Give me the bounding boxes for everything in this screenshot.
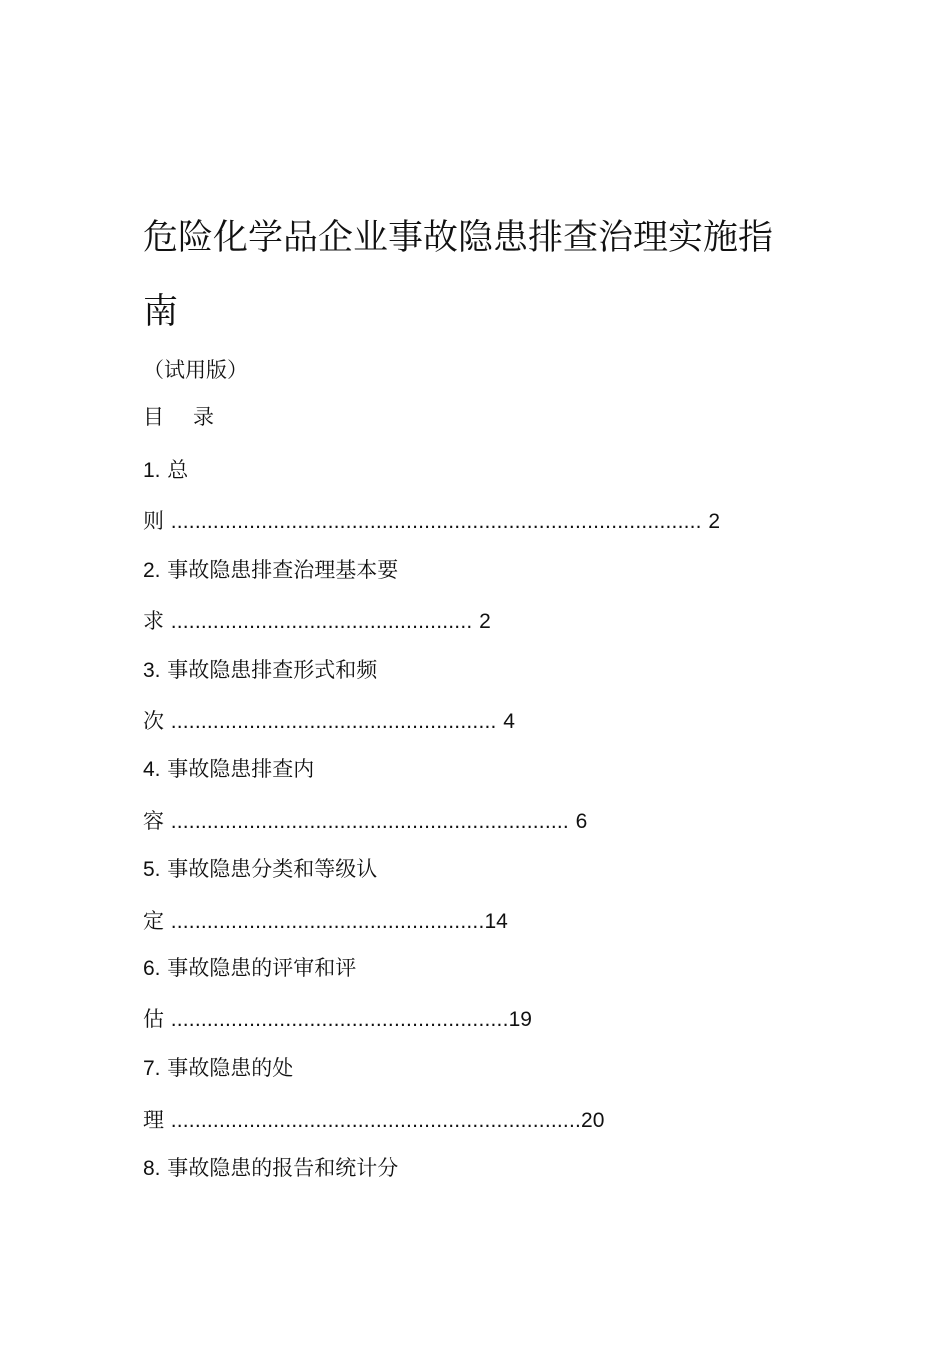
toc-entry-2[interactable] <box>143 557 398 584</box>
toc-entry-tail: 估 <box>143 1007 164 1031</box>
toc-leader-dots: .................................................. <box>170 610 473 633</box>
toc-entry-5[interactable] <box>143 856 377 883</box>
toc-heading-char-2: 录 <box>193 405 214 429</box>
toc-entry-8[interactable] <box>143 1155 398 1182</box>
toc-entry-1-continuation[interactable] <box>143 508 720 535</box>
toc-entry-6[interactable] <box>143 955 356 982</box>
toc-entry-title: 事故隐患的评审和评 <box>167 956 357 980</box>
toc-entry-7-continuation[interactable] <box>143 1107 604 1134</box>
toc-entry-number: 8. <box>143 1157 161 1180</box>
toc-leader-dots: ...................................................... <box>170 710 497 733</box>
toc-entry-6-continuation[interactable] <box>143 1006 532 1033</box>
toc-entry-3[interactable] <box>143 657 377 684</box>
toc-entry-tail: 则 <box>143 509 164 533</box>
toc-leader-dots: ........................................................................................ <box>170 510 702 533</box>
document-title-line-1: 危险化学品企业事故隐患排查治理实施指 <box>143 218 774 258</box>
toc-entry-number: 1. <box>143 459 161 482</box>
toc-entry-title: 事故隐患排查形式和频 <box>167 658 378 682</box>
toc-entry-title: 事故隐患排查治理基本要 <box>167 558 399 582</box>
toc-entry-number: 5. <box>143 858 161 881</box>
toc-entry-tail: 定 <box>143 909 164 933</box>
toc-entry-number: 6. <box>143 957 161 980</box>
edition-label: （试用版） <box>143 358 248 382</box>
toc-entry-number: 3. <box>143 659 161 682</box>
toc-entry-number: 2. <box>143 559 161 582</box>
toc-entry-title: 事故隐患的报告和统计分 <box>167 1156 399 1180</box>
toc-entry-number: 7. <box>143 1057 161 1080</box>
toc-entry-4-continuation[interactable] <box>143 808 587 835</box>
toc-leader-dots: ........................................................ <box>170 1008 509 1031</box>
toc-page-number: 20 <box>581 1109 605 1132</box>
toc-leader-dots: .................................................................. <box>170 810 569 833</box>
toc-entry-4[interactable] <box>143 756 314 783</box>
toc-page-number: 4 <box>503 710 515 733</box>
toc-entry-number: 4. <box>143 758 161 781</box>
toc-entry-title: 事故隐患的处 <box>167 1056 294 1080</box>
toc-entry-1[interactable] <box>143 457 188 484</box>
toc-entry-tail: 次 <box>143 709 164 733</box>
toc-page-number: 19 <box>508 1008 532 1031</box>
toc-entry-tail: 理 <box>143 1108 164 1132</box>
toc-entry-title: 事故隐患排查内 <box>167 757 315 781</box>
toc-entry-7[interactable] <box>143 1055 293 1082</box>
toc-entry-tail: 求 <box>143 609 164 633</box>
toc-leader-dots: .................................................................... <box>170 1109 582 1132</box>
toc-page-number: 2 <box>479 610 491 633</box>
toc-page-number: 6 <box>575 810 588 833</box>
toc-heading-char-1: 目 <box>143 405 164 429</box>
toc-page-number: 2 <box>708 510 721 533</box>
toc-entry-3-continuation[interactable] <box>143 708 515 735</box>
toc-entry-2-continuation[interactable] <box>143 608 491 635</box>
toc-entry-title: 事故隐患分类和等级认 <box>167 857 378 881</box>
toc-entry-title: 总 <box>167 458 189 482</box>
toc-page-number: 14 <box>484 910 508 933</box>
document-title-line-2: 南 <box>143 292 179 332</box>
toc-entry-5-continuation[interactable] <box>143 908 508 935</box>
toc-entry-tail: 容 <box>143 809 164 833</box>
toc-leader-dots: .................................................... <box>170 910 485 933</box>
